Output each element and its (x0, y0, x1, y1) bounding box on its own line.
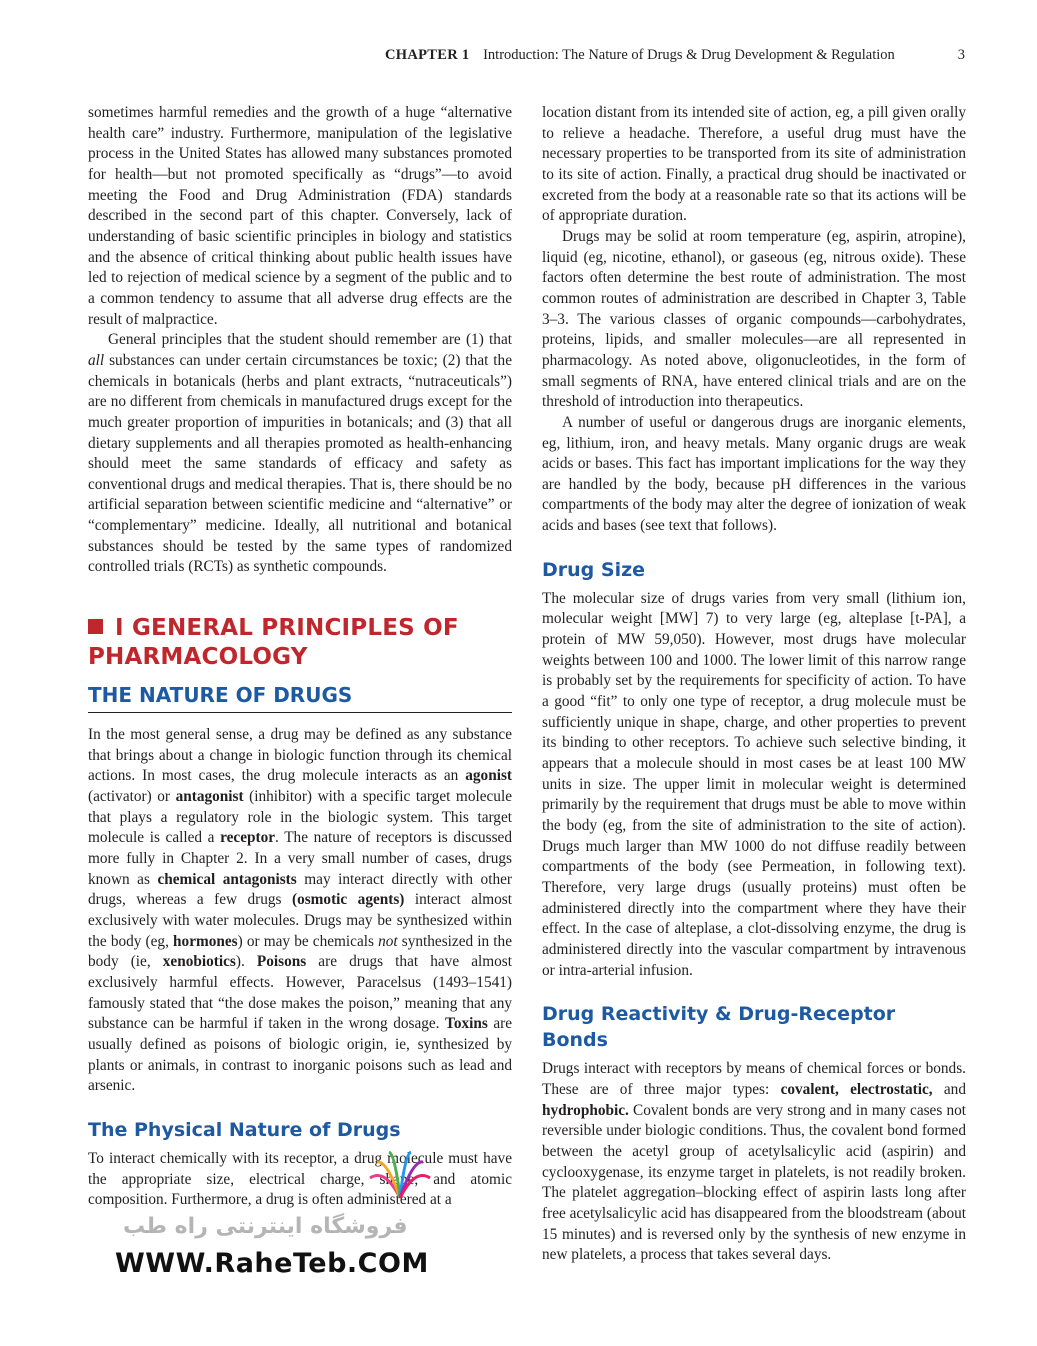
subheading: The Physical Nature of Drugs (88, 1118, 401, 1141)
section-heading: THE NATURE OF DRUGS (88, 682, 512, 713)
watermark (115, 1148, 445, 1288)
part-heading: I GENERAL PRINCIPLES OF PHARMACOLOGY (88, 615, 459, 671)
book-logo-icon (365, 1148, 435, 1208)
right-column (542, 103, 966, 1266)
square-bullet-icon (88, 619, 103, 634)
paragraph: location distant from its intended site of action, eg, a pill given orally to relieve a headache. Therefore, a useful drug must have the necessary properties to be transported from its site of administration to its site of action. Finally, a practical drug should be inactivated or excreted from the body at a reasonable rate so that its actions will be of appropriate duration. (542, 104, 966, 225)
subheading: Drug Size (542, 558, 646, 581)
paragraph: To interact chemically with its receptor, a drug molecule must have the appropriate size, electrical charge, shape, and atomic composition. Furthermore, a drug is often administered at a (88, 1149, 512, 1209)
paragraph: Drugs may be solid at room temperature (eg, aspirin, atropine), liquid (eg, nicotine, ethanol), or gaseous (eg, nitrous oxide). These factors often determine the best route of administration. The most common routes of administration are described in Chapter 3, Table 3–3. The various classes of organic compounds—carbohydrates, proteins, lipids, and smaller molecules—are all represented in pharmacology. As noted above, oligonucleotides, in the form of small segments of RNA, have entered clinical trials and are on the threshold of introduction into therapeutics. (542, 227, 966, 411)
paragraph: In the most general sense, a drug may be defined as any substance that brings about a change in biologic function through its chemical actions. In most cases, the drug molecule interacts as an agonist (activator) or antagonist (inhibitor) with a specific target molecule that plays a regulatory role in the biologic system. This target molecule is called a receptor. The nature of receptors is discussed more fully in Chapter 2. In a very small number of cases, drugs known as chemical antagonists may interact directly with other drugs, whereas a few drugs (osmotic agents) interact almost exclusively with water molecules. Drugs may be synthesized within the body (eg, hormones) or may be chemicals not synthesized in the body (ie, xenobiotics). Poisons are drugs that have almost exclusively harmful effects. However, Paracelsus (1493–1541) famously stated that “the dose makes the poison,” meaning that any substance can be harmful if taken in the wrong dosage. Toxins are usually defined as poisons of biologic origin, ie, synthesized by plants or animals, in contrast to inorganic poisons such as lead and arsenic. (88, 726, 513, 1095)
running-head (385, 47, 965, 64)
left-column (88, 103, 512, 1211)
paragraph: sometimes harmful remedies and the growth of a huge “alternative health care” industry. Furthermore, manipulation of the legislative process in the United States has allowed many substances promoted for health—but not promoted specifically as “drugs”—to avoid meeting the Food and Drug Administration (FDA) standards described in the second part of this chapter. Conversely, lack of understanding of basic scientific principles in biology and statistics and the absence of critical thinking about public health issues have led to rejection of medical science by a segment of the public and to a common tendency to assume that all adverse drug effects are the result of malpractice. (88, 104, 512, 328)
watermark-persian: فروشگاه اینترنتی راه طب (123, 1214, 408, 1239)
chapter-title: Introduction: The Nature of Drugs & Drug Development & Regulation (483, 47, 895, 63)
subheading: Drug Reactivity & Drug-Receptor Bonds (542, 1003, 896, 1052)
watermark-url: WWW.RaheTeb.COM (115, 1248, 429, 1279)
page-number: 3 (957, 47, 965, 63)
chapter-label: CHAPTER 1 (385, 47, 470, 63)
paragraph: The molecular size of drugs varies from very small (lithium ion, molecular weight [MW] 7) to very large (eg, alteplase [t-PA], a protein of MW 59,050). However, most drugs have molecular weights between 100 and 1000. The lower limit of this narrow range is probably set by the requirements for specificity of action. To have a good “fit” to only one type of receptor, a drug molecule must be sufficiently unique in shape, charge, and other properties to prevent its binding to other receptors. To achieve such selective binding, it appears that a molecule should in most cases be at least 100 MW units in size. The upper limit in molecular weight is determined primarily by the requirement that drugs must be able to move within the body (eg, from the site of administration to the site of action). Drugs much larger than MW 1000 do not diffuse readily between compartments of the body (see Permeation, in following text). Therefore, very large drugs (usually proteins) must often be administered directly into the compartment where they have their effect. In the case of alteplase, a clot-dissolving enzyme, the drug is administered directly into the vascular compartment by intravenous or intra-arterial infusion. (542, 589, 966, 979)
paragraph: Drugs interact with receptors by means of chemical forces or bonds. These are of three major types: covalent, electrostatic, and hydrophobic. Covalent bonds are very strong and in many cases not reversible under biologic conditions. Thus, the covalent bond formed between the acetyl group of acetylsalicylic acid (aspirin) and cyclooxygenase, its enzyme target in platelets, is not readily broken. The platelet aggregation–blocking effect of aspirin lasts long after free acetylsalicylic acid has disappeared from the bloodstream (about 15 minutes) and is reversed only by the synthesis of new enzyme in new platelets, a process that takes several days. (542, 1060, 966, 1264)
paragraph: A number of useful or dangerous drugs are inorganic elements, eg, lithium, iron, and heavy metals. Many organic drugs are weak acids or bases. This fact has important implications for the way they are handled by the body, because pH differences in the various compartments of the body may alter the degree of ionization of weak acids and bases (see text that follows). (542, 413, 966, 535)
paragraph: General principles that the student should remember are (1) that all substances can under certain circumstances be toxic; (2) that the chemicals in botanicals (herbs and plant extracts, “nutraceuticals”) are no different from chemicals in manufactured drugs except for the much greater proportion of impurities in botanicals; and (3) that all dietary supplements and all therapies promoted as health-enhancing should meet the same standards of efficacy and safety as conventional drugs and medical therapies. That is, there should be no artificial separation between scientific medicine and “alternative” or “complementary” medicine. Ideally, all nutritional and botanical substances should be tested by the same types of randomized controlled trials (RCTs) as synthetic compounds. (88, 331, 512, 576)
